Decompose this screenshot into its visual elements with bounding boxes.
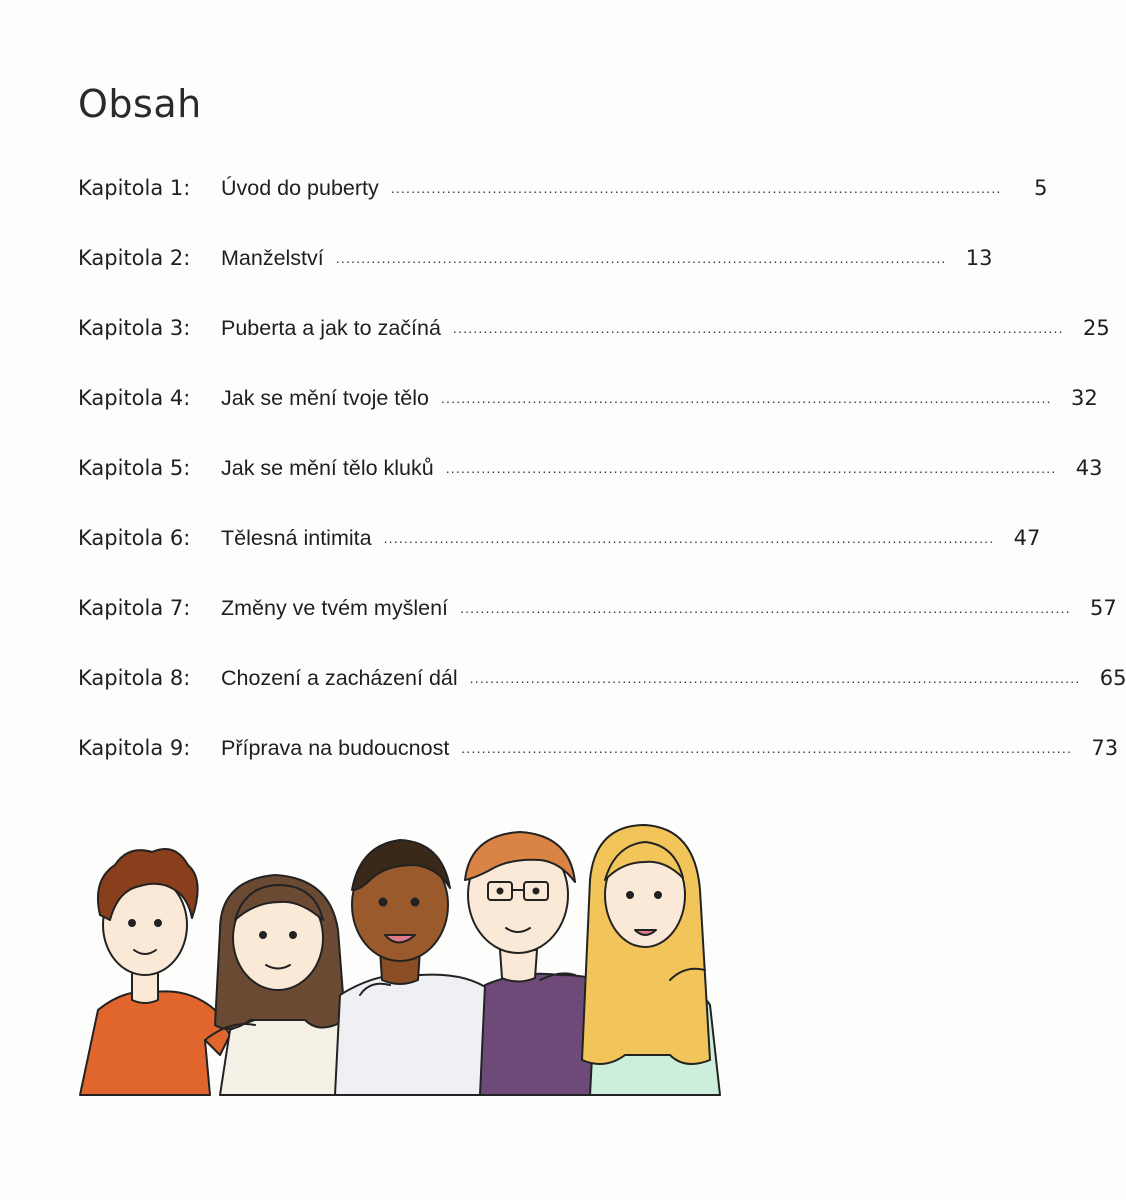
page-number: 13	[965, 246, 993, 270]
toc-entry	[78, 526, 1041, 570]
toc-entry	[78, 316, 1110, 360]
chapter-title: Tělesná intimita	[221, 526, 372, 550]
chapter-label: Kapitola 8:	[78, 666, 191, 690]
chapter-label: Kapitola 9:	[78, 736, 191, 760]
page-number: 47	[1013, 526, 1041, 550]
page-number: 73	[1091, 736, 1119, 760]
chapter-label: Kapitola 6:	[78, 526, 191, 550]
chapter-label: Kapitola 7:	[78, 596, 191, 620]
chapter-title: Manželství	[221, 246, 324, 270]
chapter-title: Puberta a jak to začíná	[221, 316, 441, 340]
dot-leader: ........................................................................................................................	[383, 530, 995, 546]
dot-leader: ........................................................................................................................	[440, 390, 1052, 406]
chapter-title: Změny ve tvém myšlení	[221, 596, 448, 620]
group-of-teenagers-illustration	[70, 820, 740, 1095]
toc-entry	[78, 666, 1126, 710]
dot-leader: ........................................................................................................................	[460, 600, 1071, 616]
toc-entry	[78, 386, 1098, 430]
chapter-title: Chození a zacházení dál	[221, 666, 458, 690]
chapter-title: Úvod do puberty	[221, 176, 379, 200]
chapter-label: Kapitola 5:	[78, 456, 191, 480]
chapter-title: Příprava na budoucnost	[221, 736, 450, 760]
toc-entry	[78, 176, 1048, 220]
dot-leader: ........................................................................................................................	[335, 250, 947, 266]
toc-entry	[78, 246, 993, 290]
chapter-title: Jak se mění tvoje tělo	[221, 386, 429, 410]
chapter-label: Kapitola 3:	[78, 316, 191, 340]
page-number: 65	[1099, 666, 1126, 690]
toc-entry	[78, 596, 1117, 640]
page-title: Obsah	[78, 82, 202, 126]
page-number: 43	[1075, 456, 1103, 480]
page-number: 5	[1034, 176, 1048, 200]
dot-leader: ........................................................................................................................	[452, 320, 1064, 336]
dot-leader: ........................................................................................................................	[461, 740, 1073, 756]
toc-entry	[78, 736, 1119, 780]
chapter-title: Jak se mění tělo kluků	[221, 456, 434, 480]
page-number: 57	[1090, 596, 1117, 620]
dot-leader: ........................................................................................................................	[390, 180, 1002, 196]
dot-leader: ........................................................................................................................	[469, 670, 1081, 686]
chapter-label: Kapitola 1:	[78, 176, 191, 200]
toc-entry	[78, 456, 1103, 500]
page-number: 32	[1070, 386, 1098, 410]
dot-leader: ........................................................................................................................	[445, 460, 1057, 476]
chapter-label: Kapitola 4:	[78, 386, 191, 410]
page-number: 25	[1082, 316, 1110, 340]
chapter-label: Kapitola 2:	[78, 246, 191, 270]
